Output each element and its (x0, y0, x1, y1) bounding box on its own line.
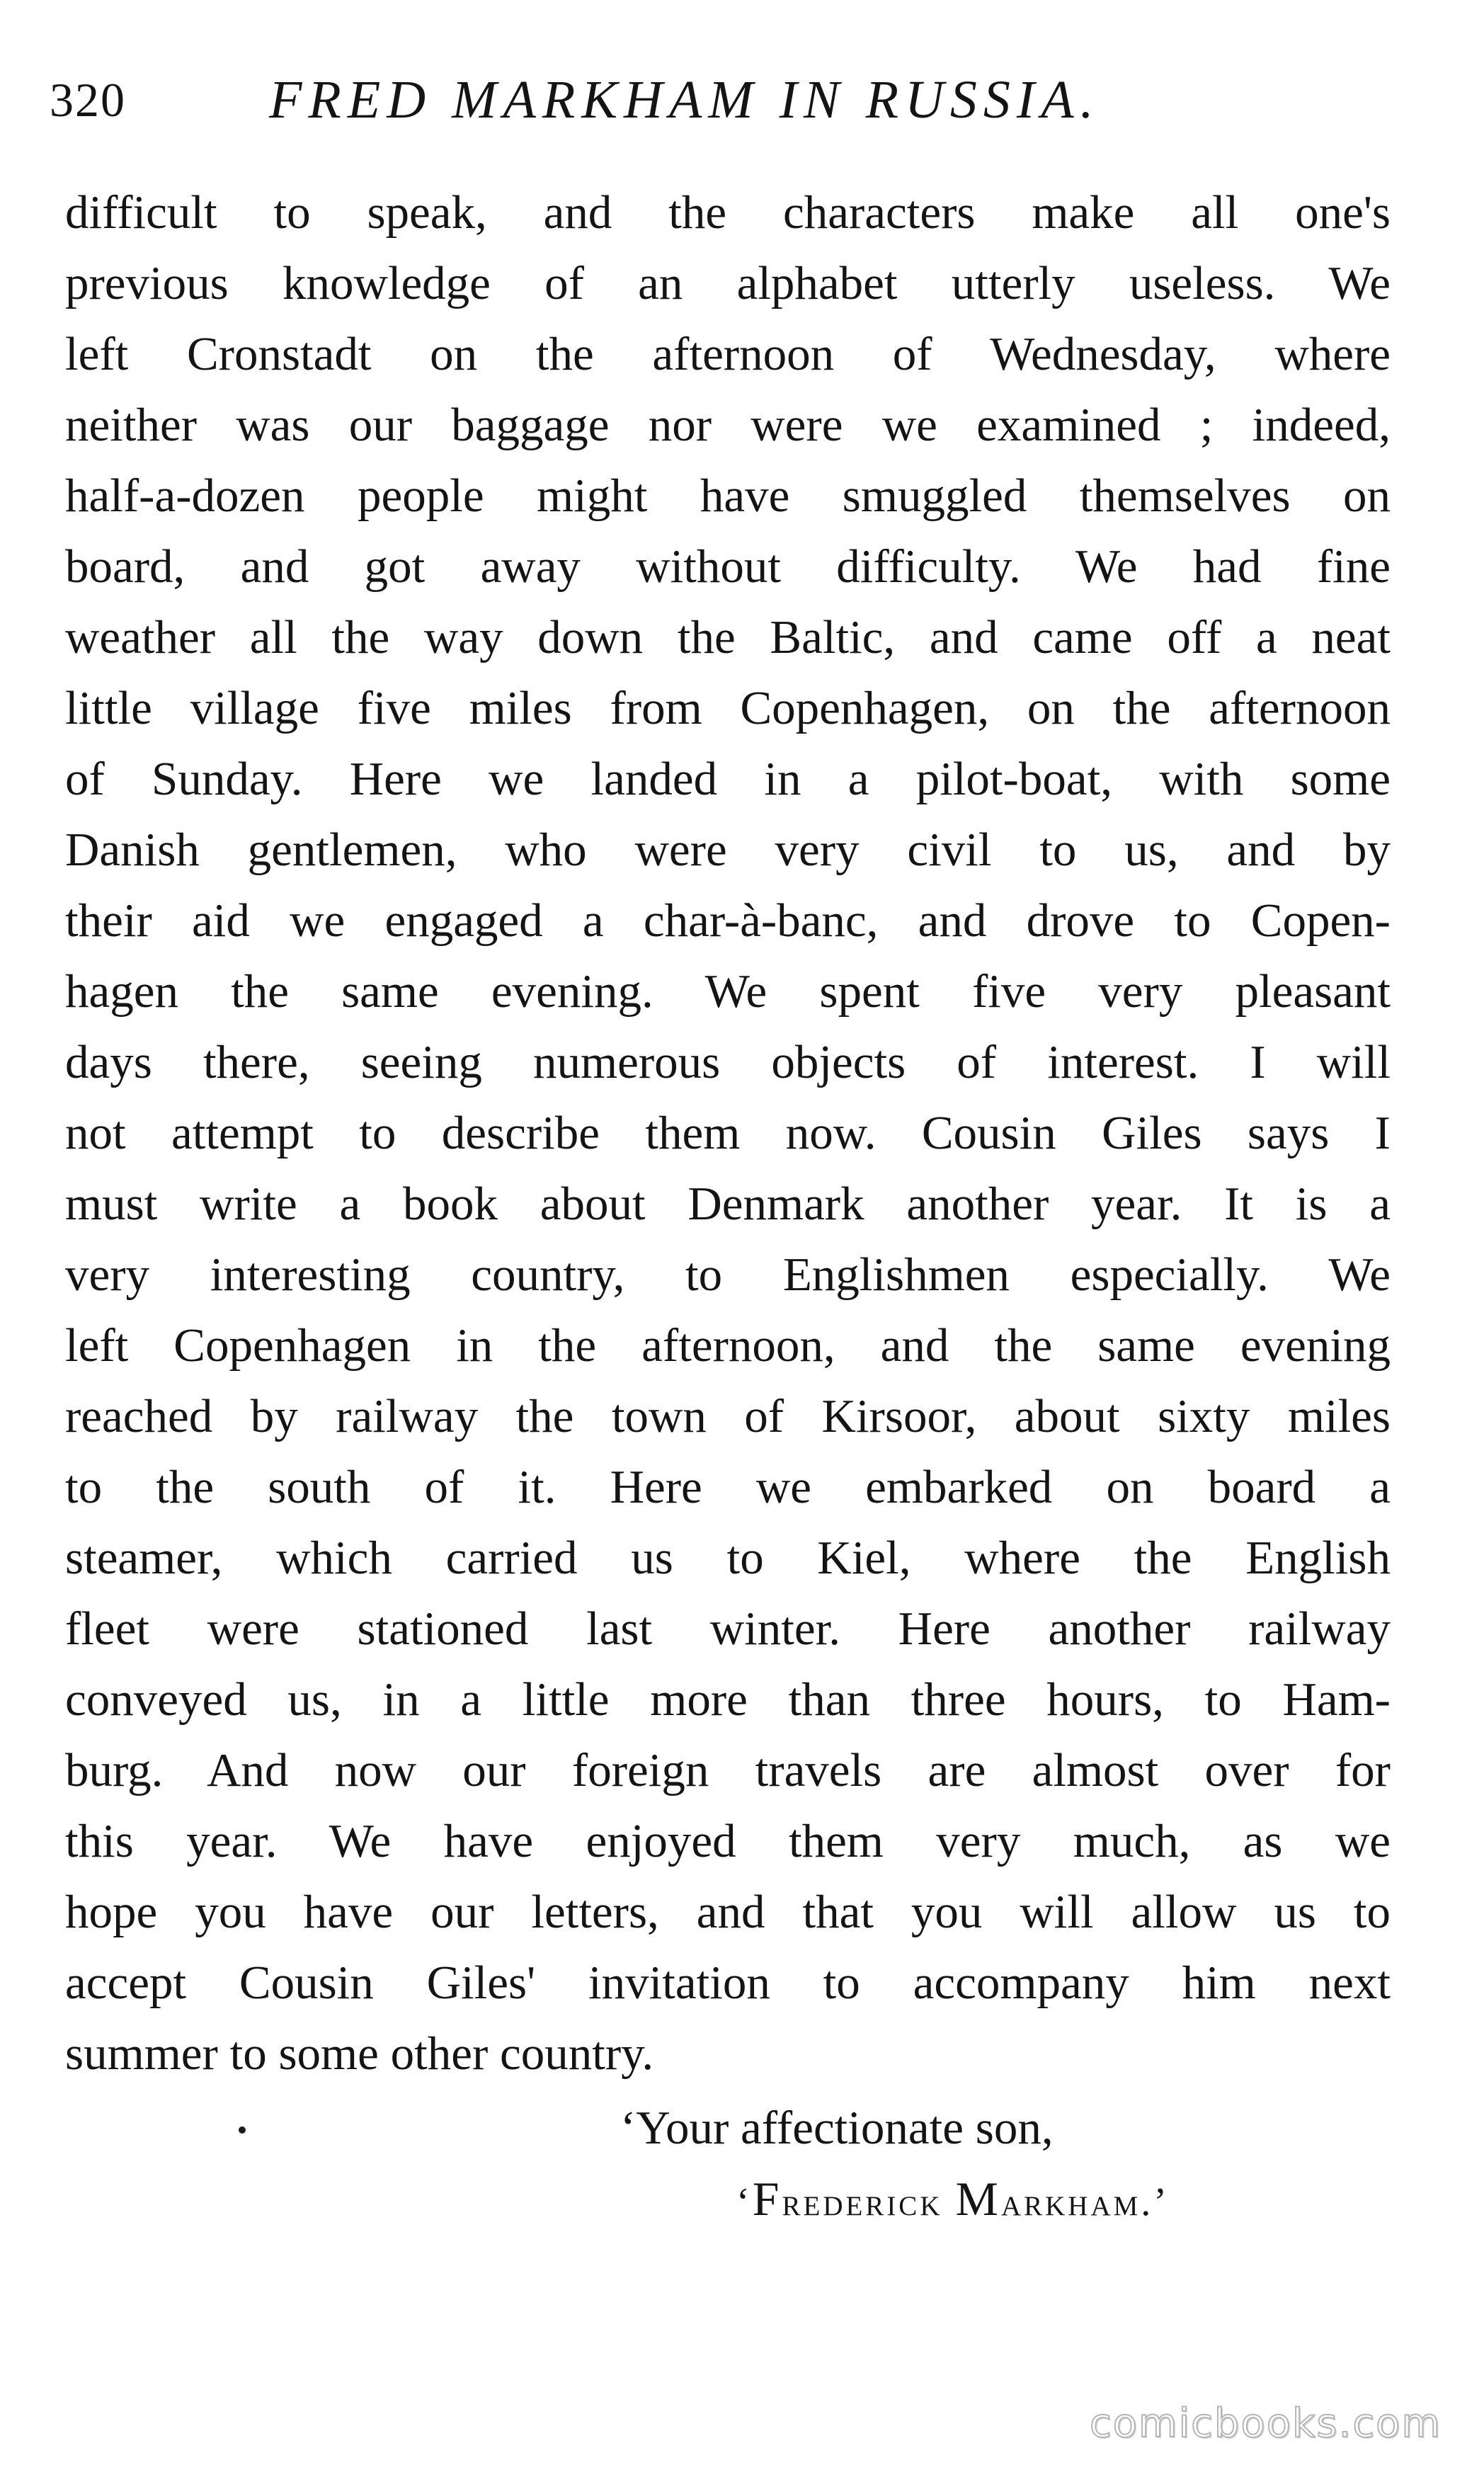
text-line: their aid we engaged a char-à-banc, and drove to Copen- (65, 894, 1391, 947)
text-line: neither was our baggage nor were we examined ; indeed, (65, 399, 1391, 451)
signature-last-initial: M (955, 2172, 1001, 2226)
text-line: board, and got away without difficulty. We had fine (65, 540, 1391, 593)
text-line: left Cronstadt on the afternoon of Wednesday, where (65, 328, 1391, 380)
text-line: to the south of it. Here we embarked on board a (65, 1461, 1391, 1513)
text-line: weather all the way down the Baltic, and came off a neat (65, 611, 1391, 664)
text-line: difficult to speak, and the characters make all one's (65, 186, 1391, 239)
text-line: accept Cousin Giles' invitation to accompany him next (65, 1957, 1391, 2009)
text-line: very interesting country, to Englishmen especially. We (65, 1248, 1391, 1301)
text-line: reached by railway the town of Kirsoor, about sixty miles (65, 1390, 1391, 1442)
watermark: comicbooks.com (1089, 2401, 1442, 2447)
signature-open-quote: ‘ (736, 2180, 753, 2224)
text-line: not attempt to describe them now. Cousin Giles says I (65, 1107, 1391, 1159)
text-line: summer to some other country. (65, 2027, 654, 2080)
signature-last-name-rest: arkham.’ (1000, 2180, 1170, 2224)
text-line: steamer, which carried us to Kiel, where the English (65, 1532, 1391, 1584)
page-number: 320 (50, 73, 126, 127)
text-line: left Copenhagen in the afternoon, and the same evening (65, 1319, 1391, 1372)
text-line: conveyed us, in a little more than three hours, to Ham- (65, 1673, 1391, 1726)
letter-closing (0, 2092, 1484, 2277)
text-line: fleet were stationed last winter. Here another railway (65, 1602, 1391, 1655)
text-line: of Sunday. Here we landed in a pilot-boat, with some (65, 753, 1391, 805)
text-line: this year. We have enjoyed them very much, as we (65, 1815, 1391, 1867)
text-line: half-a-dozen people might have smuggled themselves on (65, 469, 1391, 522)
running-head (50, 61, 1395, 139)
text-line: hagen the same evening. We spent five very pleasant (65, 965, 1391, 1018)
valediction: ‘Your affectionate son, (620, 2102, 1054, 2154)
print-speck (239, 2126, 246, 2134)
signature (736, 2163, 1170, 2238)
running-title: FRED MARKHAM IN RUSSIA. (269, 70, 1100, 130)
signature-first-initial: F (752, 2172, 782, 2226)
text-line: little village five miles from Copenhagen, on the afternoon (65, 682, 1391, 734)
text-line: must write a book about Denmark another year. It is a (65, 1178, 1391, 1230)
text-line: burg. And now our foreign travels are almost over for (65, 1744, 1391, 1796)
text-line: hope you have our letters, and that you will allow us to (65, 1886, 1391, 1938)
signature-first-name-rest: rederick (782, 2180, 943, 2224)
text-line: Danish gentlemen, who were very civil to us, and by (65, 824, 1391, 876)
body-text (65, 177, 1391, 2089)
text-line: previous knowledge of an alphabet utterly useless. We (65, 257, 1391, 309)
text-line: days there, seeing numerous objects of interest. I will (65, 1036, 1391, 1088)
